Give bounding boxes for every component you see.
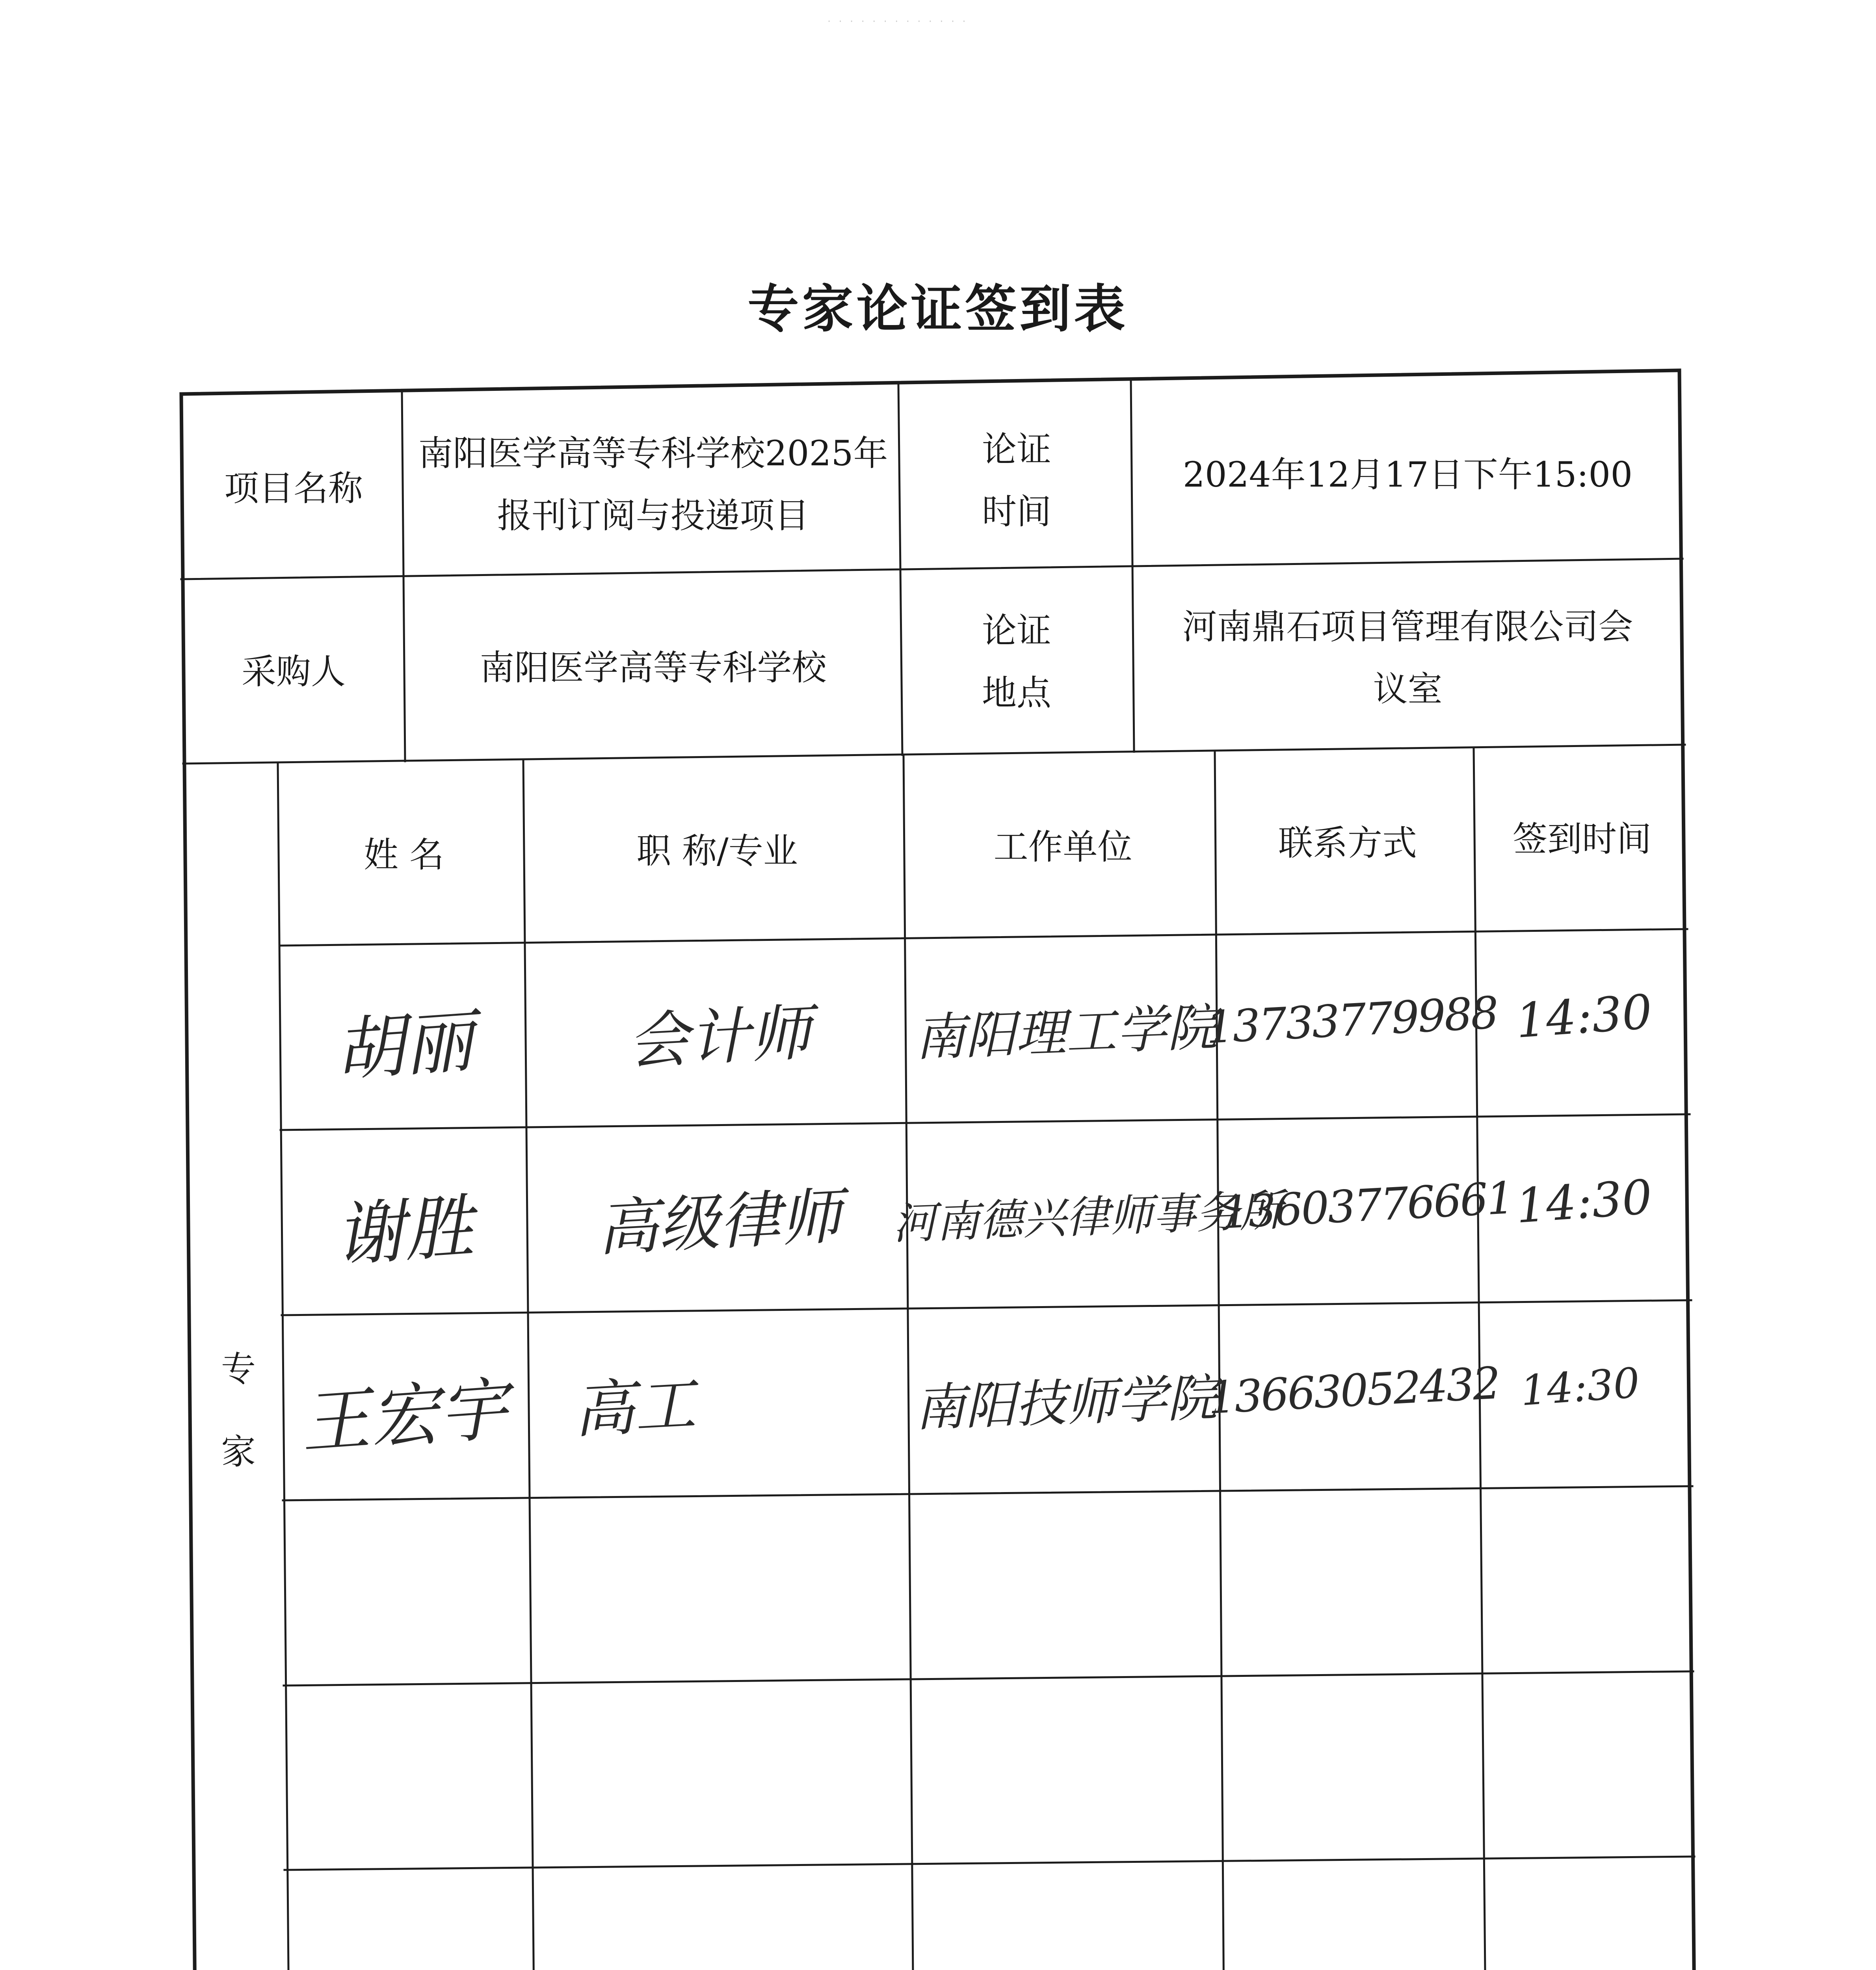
expert-3-name: 王宏宇 [298, 1369, 510, 1464]
project-name-label: 项目名称 [224, 468, 363, 509]
expert-3-title: 高工 [572, 1368, 698, 1446]
expert-3-contact: 13663052432 [1207, 1357, 1500, 1424]
expert-1-name: 胡丽 [333, 1001, 476, 1091]
purchaser-value: 南阳医学高等专科学校 [480, 647, 827, 688]
expert-1-title: 会计师 [626, 996, 813, 1078]
expert-1-contact: 13733779988 [1205, 987, 1499, 1054]
review-time-value: 2024年12月17日下午15:00 [1182, 454, 1633, 495]
page-title: 专家论证签到表 [747, 279, 1129, 339]
expert-2-title: 高级律师 [595, 1180, 843, 1265]
project-name-value: 南阳医学高等专科学校2025年报刊订阅与投递项目 [418, 433, 888, 536]
header-unit: 工作单位 [993, 827, 1132, 867]
expert-2-signin: 14:30 [1514, 1169, 1654, 1234]
expert-3-signin: 14:30 [1519, 1359, 1642, 1415]
purchaser-label: 采购人 [241, 651, 346, 692]
expert-2-unit: 河南德兴律师事务所 [892, 1185, 1284, 1249]
header-signin: 签到时间 [1512, 819, 1651, 859]
expert-1-signin: 14:30 [1514, 984, 1654, 1049]
expert-2-contact: 13603776661 [1220, 1172, 1514, 1239]
header-contact: 联系方式 [1278, 823, 1417, 863]
header-name: 姓 名 [364, 834, 444, 875]
expert-2-name: 谢胜 [333, 1186, 476, 1276]
review-place-label: 论证地点 [982, 610, 1051, 713]
experts-side-label: 专家 [221, 1349, 256, 1472]
header-title: 职 称/专业 [636, 831, 798, 871]
review-time-label: 论证时间 [982, 429, 1051, 532]
review-place-value: 河南鼎石项目管理有限公司会议室 [1182, 606, 1633, 709]
scan-artifact: · · · · · · · · · · · · · [827, 16, 968, 28]
expert-1-unit: 南阳理工学院 [914, 998, 1218, 1068]
expert-3-unit: 南阳技师学院 [914, 1368, 1218, 1438]
